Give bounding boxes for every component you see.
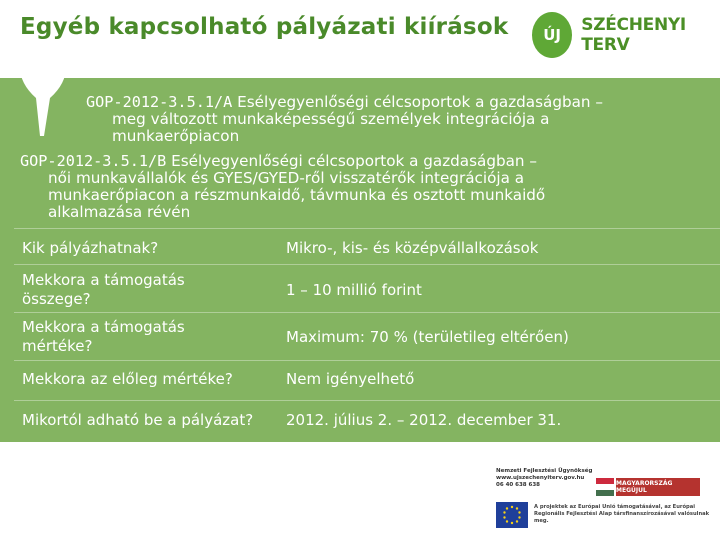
page-title: Egyéb kapcsolható pályázati kiírások (20, 14, 509, 40)
info-answer: Maximum: 70 % (területileg eltérően) (286, 328, 569, 346)
logo-text: SZÉCHENYI TERV (581, 15, 686, 55)
call-b (20, 153, 670, 221)
hungarian-flag-icon (596, 478, 614, 496)
info-question: Mekkora a támogatás összege? (22, 271, 185, 308)
info-answer: 2012. július 2. – 2012. december 31. (286, 411, 562, 429)
call-a (86, 94, 716, 145)
call-a-line1: Esélyegyenlőségi célcsoportok a gazdaságban – (232, 93, 603, 111)
info-question: Mekkora az előleg mértéke? (22, 370, 233, 388)
call-b-line2: női munkavállalók és GYES/GYED-ről visszatérők integrációja a (48, 169, 525, 187)
info-question: Mikortól adható be a pályázat? (22, 411, 254, 429)
header (0, 0, 720, 78)
call-a-code: GOP-2012-3.5.1/A (86, 93, 233, 111)
call-b-line1: Esélyegyenlőségi célcsoportok a gazdaságban – (166, 152, 537, 170)
speech-pin-icon (14, 62, 72, 136)
info-question: Mekkora a támogatás mértéke? (22, 318, 185, 355)
row-divider (14, 400, 720, 401)
row-divider (14, 228, 720, 229)
agency-info: Nemzeti Fejlesztési Ügynökség www.ujszechenyiterv.gov.hu 06 40 638 638 (496, 468, 593, 488)
call-a-line2: meg változott munkaképességű személyek integrációja a (112, 110, 550, 128)
logo-circle-icon: ÚJ (532, 12, 572, 58)
call-b-line3: munkaerőpiacon a részmunkaidő, távmunka és osztott munkaidő (48, 186, 546, 204)
eu-funding-note: A projektek az Európai Unió támogatásával, az Európai Regionális Fejlesztési Alap társfinanszírozásával valósulnak meg. (534, 504, 710, 524)
szechenyi-logo (532, 12, 720, 58)
row-divider (14, 312, 720, 313)
info-answer: Nem igényelhető (286, 370, 415, 388)
call-a-line3: munkaerőpiacon (112, 127, 240, 145)
call-b-line4: alkalmazása révén (48, 203, 191, 221)
info-answer: Mikro-, kis- és középvállalkozások (286, 239, 539, 257)
info-question: Kik pályázhatnak? (22, 239, 159, 257)
info-answer: 1 – 10 millió forint (286, 281, 422, 299)
banner-badge: MAGYARORSZÁG MEGÚJUL (616, 478, 700, 496)
row-divider (14, 360, 720, 361)
eu-flag-icon (496, 502, 528, 528)
row-divider (14, 264, 720, 265)
call-b-code: GOP-2012-3.5.1/B (20, 152, 167, 170)
footer-logos (496, 468, 712, 534)
